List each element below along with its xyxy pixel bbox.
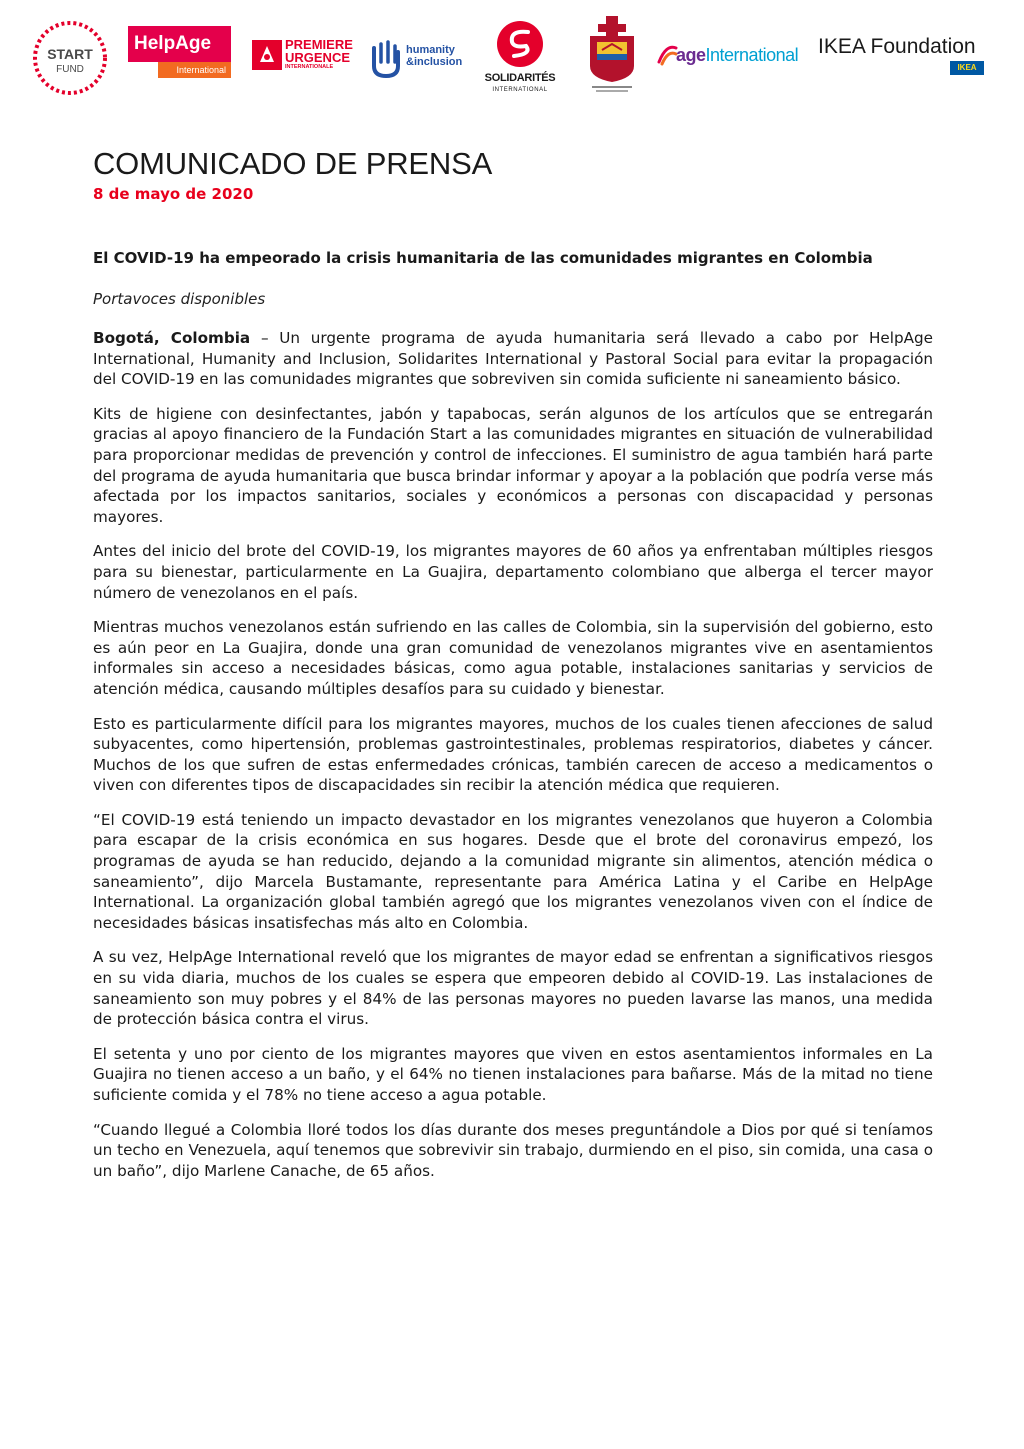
document-headline: El COVID-19 ha empeorado la crisis humanitaria de las comunidades migrantes en Colombia [93,249,873,267]
age-international-mark-icon [656,42,678,66]
paragraph: “Cuando llegué a Colombia lloré todos los días durante dos meses preguntándole a Dios por qué si teníamos un techo en Venezuela, aquí tenemos que sobrevivir sin trabajo, durmiendo en el piso, sin comida, una casa o un baño”, dijo Marlene Canache, de 65 años. [93,1120,933,1180]
paragraph: A su vez, HelpAge International reveló que los migrantes de mayor edad se enfrentan a significativos riesgos en su vida diaria, muchos de los cuales se espera que empeoren debido al COVID-19. Las instalaciones de saneamiento son muy pobres y el 84% de las personas mayores no pueden lavarse las manos, una medida de protección básica contra el virus. [93,948,933,1029]
pastoral-social-emblem-icon [582,14,642,96]
paragraph: El setenta y uno por ciento de los migrantes mayores que viven en estos asentamientos informales en La Guajira no tienen acceso a un baño, y el 64% no tienen instalaciones para bañarse. Más de la mitad no tiene suficiente comida y el 78% no tiene acceso a agua potable. [93,1044,933,1104]
solidarites-name: SOLIDARITÉS [484,72,556,84]
paragraph: Mientras muchos venezolanos están sufriendo en las calles de Colombia, sin la supervisión del gobierno, esto es aún peor en La Guajira, donde una gran comunidad de venezolanos migrantes vive en asentamientos informales sin acceso a necesidades básicas, como agua potable, instalaciones sanitarias y servicios de atención médica, causando múltiples desafíos para su cuidado y bienestar. [93,618,933,698]
paragraph: “El COVID-19 está teniendo un impacto devastador en los migrantes venezolanos que huyeron a Colombia para escapar de la crisis económica en sus hogares. Desde que el brote del coronavirus empezó, los programas de ayuda se han reducido, dejando a la comunidad migrante sin alimentos, atención médica o saneamiento”, dijo Marcela Bustamante, representante para América Latina y el Caribe en HelpAge International. La organización global también agregó que los migrantes venezolanos viven con el índice de necesidades básicas insatisfechas más alto en Colombia. [93,810,933,932]
premiere-urgence-line2: URGENCE [285,50,351,65]
ikea-foundation-name: IKEA Foundation [818,35,976,58]
humanity-line1: humanity [406,44,455,56]
paragraph: Kits de higiene con desinfectantes, jabón y tapabocas, serán algunos de los artículos que se entregarán gracias al apoyo financiero de la Fundación Start a las comunidades migrantes en situación de vulnerabilidad para proporcionar medidas de prevención y control de infecciones. El suministro de agua también hará parte del programa de ayuda humanitaria que busca brindar informar y apoyar a la población que podría verse más afectada por los impactos sanitarios, sociales y económicos a personas con discapacidad y personas mayores. [93,404,933,526]
partner-logos-bar [30,14,990,96]
pastoral-social-logo [582,14,642,96]
start-fund-line1: START [47,46,93,62]
lead-text: – Un urgente programa de ayuda humanitaria será llevado a cabo por HelpAge International, Humanity and Inclusion, Solidarites International y Pastoral Social para evitar la propagación del COVID-19 en las comunidades migrantes que sobreviven sin comida suficiente ni saneamiento básico. [93,329,933,389]
paragraph: Antes del inicio del brote del COVID-19, los migrantes mayores de 60 años ya enfrentaban múltiples riesgos para su bienestar, particularmente en La Guajira, departamento colombiano que alberga el tercer mayor número de venezolanos en el país. [93,542,933,602]
premiere-urgence-line3: INTERNATIONALE [285,64,334,70]
spokespeople-note: Portavoces disponibles [93,290,266,308]
premiere-urgence-logo [252,38,358,74]
solidarites-logo [478,20,562,100]
premiere-urgence-mark-icon [252,40,282,70]
age-international-logo [656,40,808,70]
body-text [93,328,933,1181]
ikea-badge: IKEA [950,61,984,75]
paragraph: Esto es particularmente difícil para los migrantes mayores, muchos de los cuales tienen afecciones de salud subyacentes, como hipertensión, problemas gastrointestinales, problemas respiratorios, diabetes y cáncer. Muchos de los que sufren de estas enfermedades crónicas, también carecen de acceso a medicamentos o viven con diferentes tipos de discapacidades sin recibir la atención médica que requieren. [93,714,933,795]
lead-paragraph [93,328,933,390]
start-fund-logo [30,18,110,98]
hand-icon [370,38,404,78]
humanity-inclusion-logo [370,38,470,78]
ikea-foundation-logo [818,34,988,80]
premiere-urgence-line1: PREMIERE [285,37,353,52]
humanity-line2: &inclusion [406,56,463,68]
solidarites-mark-icon [496,20,544,68]
press-release [93,146,933,1195]
lead-location: Bogotá, Colombia [93,329,251,347]
helpage-name: HelpAge [128,26,231,62]
start-fund-line2: FUND [56,64,84,75]
age-part1: age [676,45,706,65]
document-date: 8 de mayo de 2020 [93,185,254,203]
solidarites-sub: INTERNATIONAL [492,87,548,93]
document-title: COMUNICADO DE PRENSA [93,146,493,181]
helpage-logo [128,26,231,82]
helpage-sub: International [158,62,231,78]
age-part2: International [705,45,799,65]
